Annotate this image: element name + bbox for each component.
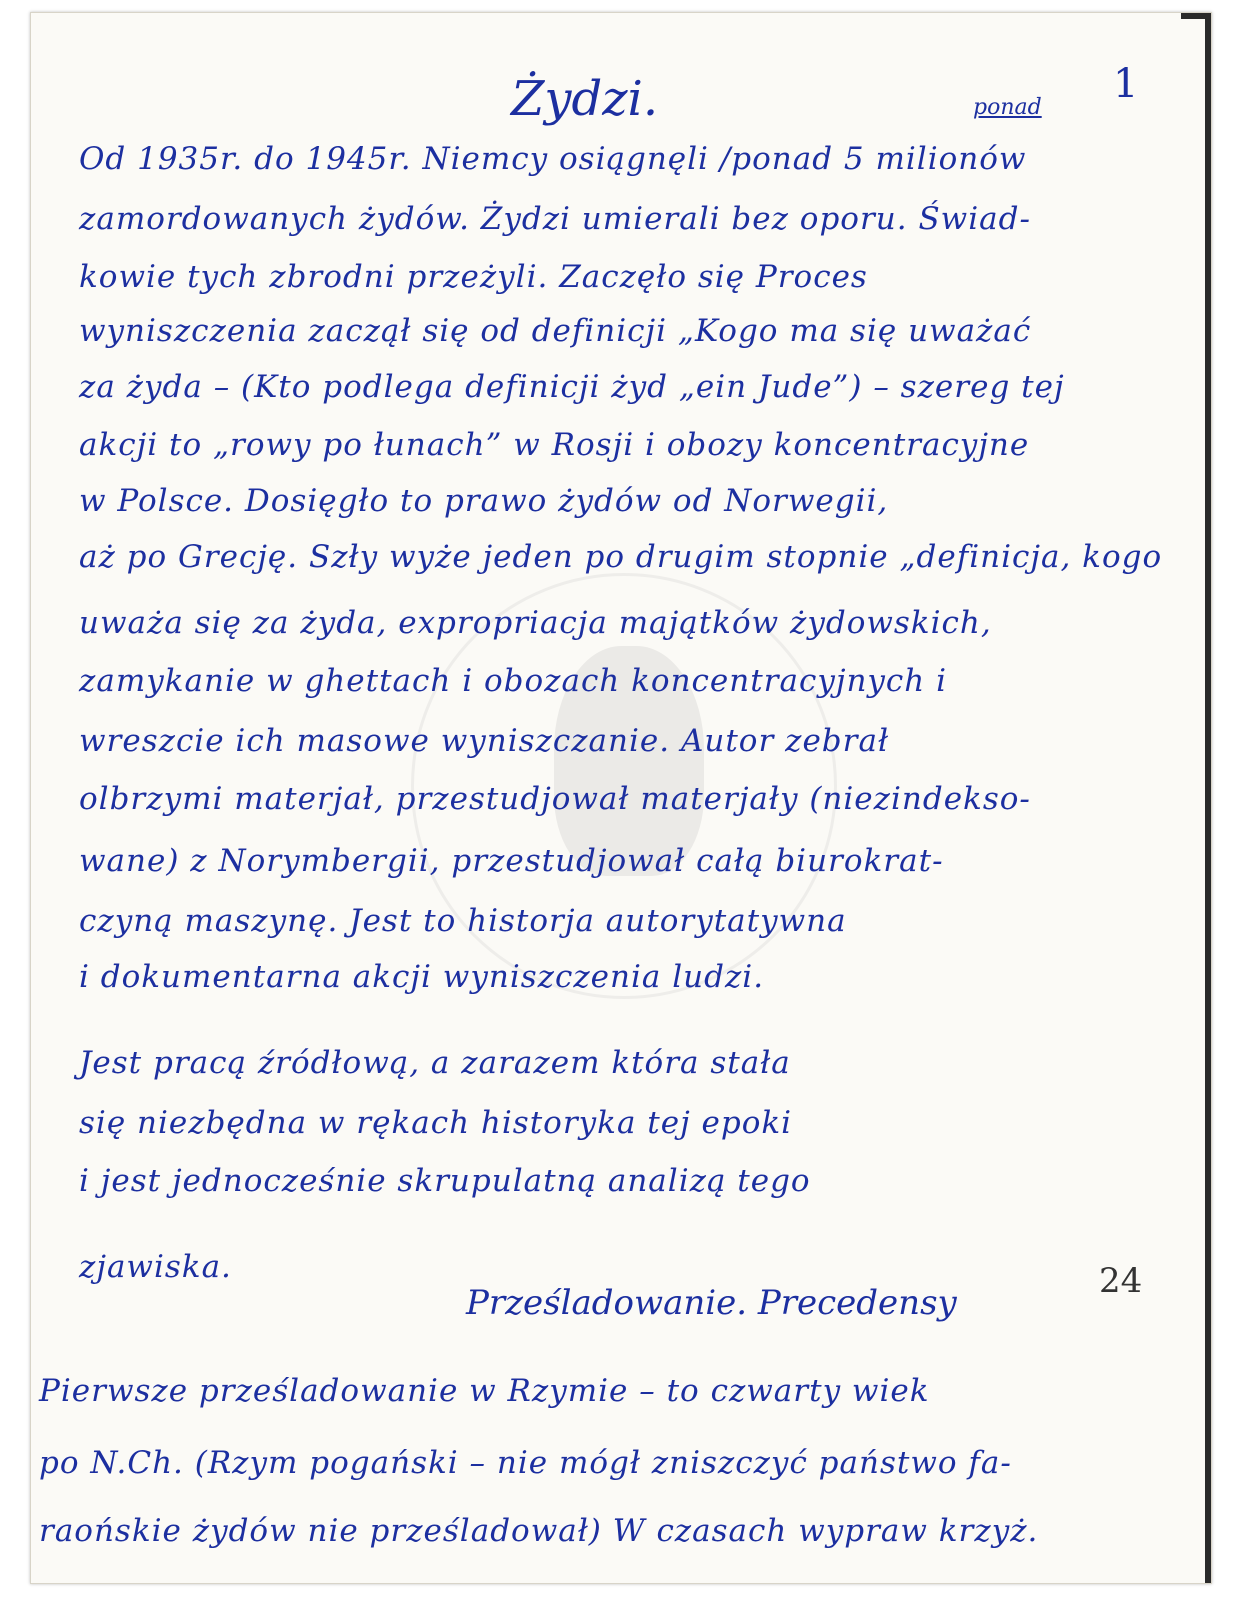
text-line: Od 1935r. do 1945r. Niemcy osiągnęli /ponad 5 milionów: [79, 141, 1027, 177]
text-line: wreszcie ich masowe wyniszczanie. Autor zebrał: [79, 723, 889, 759]
text-line: zamordowanych żydów. Żydzi umierali bez oporu. Świad-: [79, 201, 1031, 237]
text-line: aż po Grecję. Szły wyże jeden po drugim stopnie „definicja, kogo: [79, 539, 1163, 575]
text-line: olbrzymi materjał, przestudjował materjały (niezindekso-: [79, 781, 1031, 817]
text-line: uważa się za żyda, expropriacja majątków żydowskich,: [79, 605, 992, 641]
page-number-circled: 1: [1113, 61, 1139, 107]
text-line: wane) z Norymbergii, przestudjował całą biurokrat-: [79, 843, 944, 879]
text-line: raońskie żydów nie prześladował) W czasach wypraw krzyż.: [39, 1513, 1039, 1549]
scan-edge: [1205, 13, 1211, 1583]
text-line: po N.Ch. (Rzym pogański – nie mógł zniszczyć państwo fa-: [39, 1445, 1012, 1481]
text-line: Jest pracą źródłową, a zarazem która stała: [79, 1045, 791, 1081]
archive-folio-number: 24: [1099, 1261, 1143, 1301]
scan-edge-top: [1181, 13, 1212, 19]
page-title: Żydzi.: [511, 71, 659, 127]
text-line: zjawiska.: [79, 1249, 232, 1285]
section-heading: Prześladowanie. Precedensy: [466, 1283, 957, 1323]
manuscript-page: [30, 12, 1212, 1584]
text-line: wyniszczenia zaczął się od definicji „Kogo ma się uważać: [79, 313, 1032, 349]
text-line: i jest jednocześnie skrupulatną analizą tego: [79, 1163, 811, 1199]
text-line: kowie tych zbrodni przeżyli. Zaczęło się Proces: [79, 259, 868, 295]
insertion-note: ponad: [973, 95, 1042, 120]
text-line: zamykanie w ghettach i obozach koncentracyjnych i: [79, 663, 948, 699]
text-line: w Polsce. Dosięgło to prawo żydów od Norwegii,: [79, 483, 889, 519]
text-line: czyną maszynę. Jest to historja autorytatywna: [79, 903, 847, 939]
text-line: się niezbędna w rękach historyka tej epoki: [79, 1105, 793, 1141]
text-line: akcji to „rowy po łunach” w Rosji i obozy koncentracyjne: [79, 427, 1030, 463]
text-line: i dokumentarna akcji wyniszczenia ludzi.: [79, 959, 765, 995]
text-line: Pierwsze prześladowanie w Rzymie – to czwarty wiek: [39, 1373, 930, 1409]
text-line: za żyda – (Kto podlega definicji żyd „ein Jude”) – szereg tej: [79, 369, 1065, 405]
